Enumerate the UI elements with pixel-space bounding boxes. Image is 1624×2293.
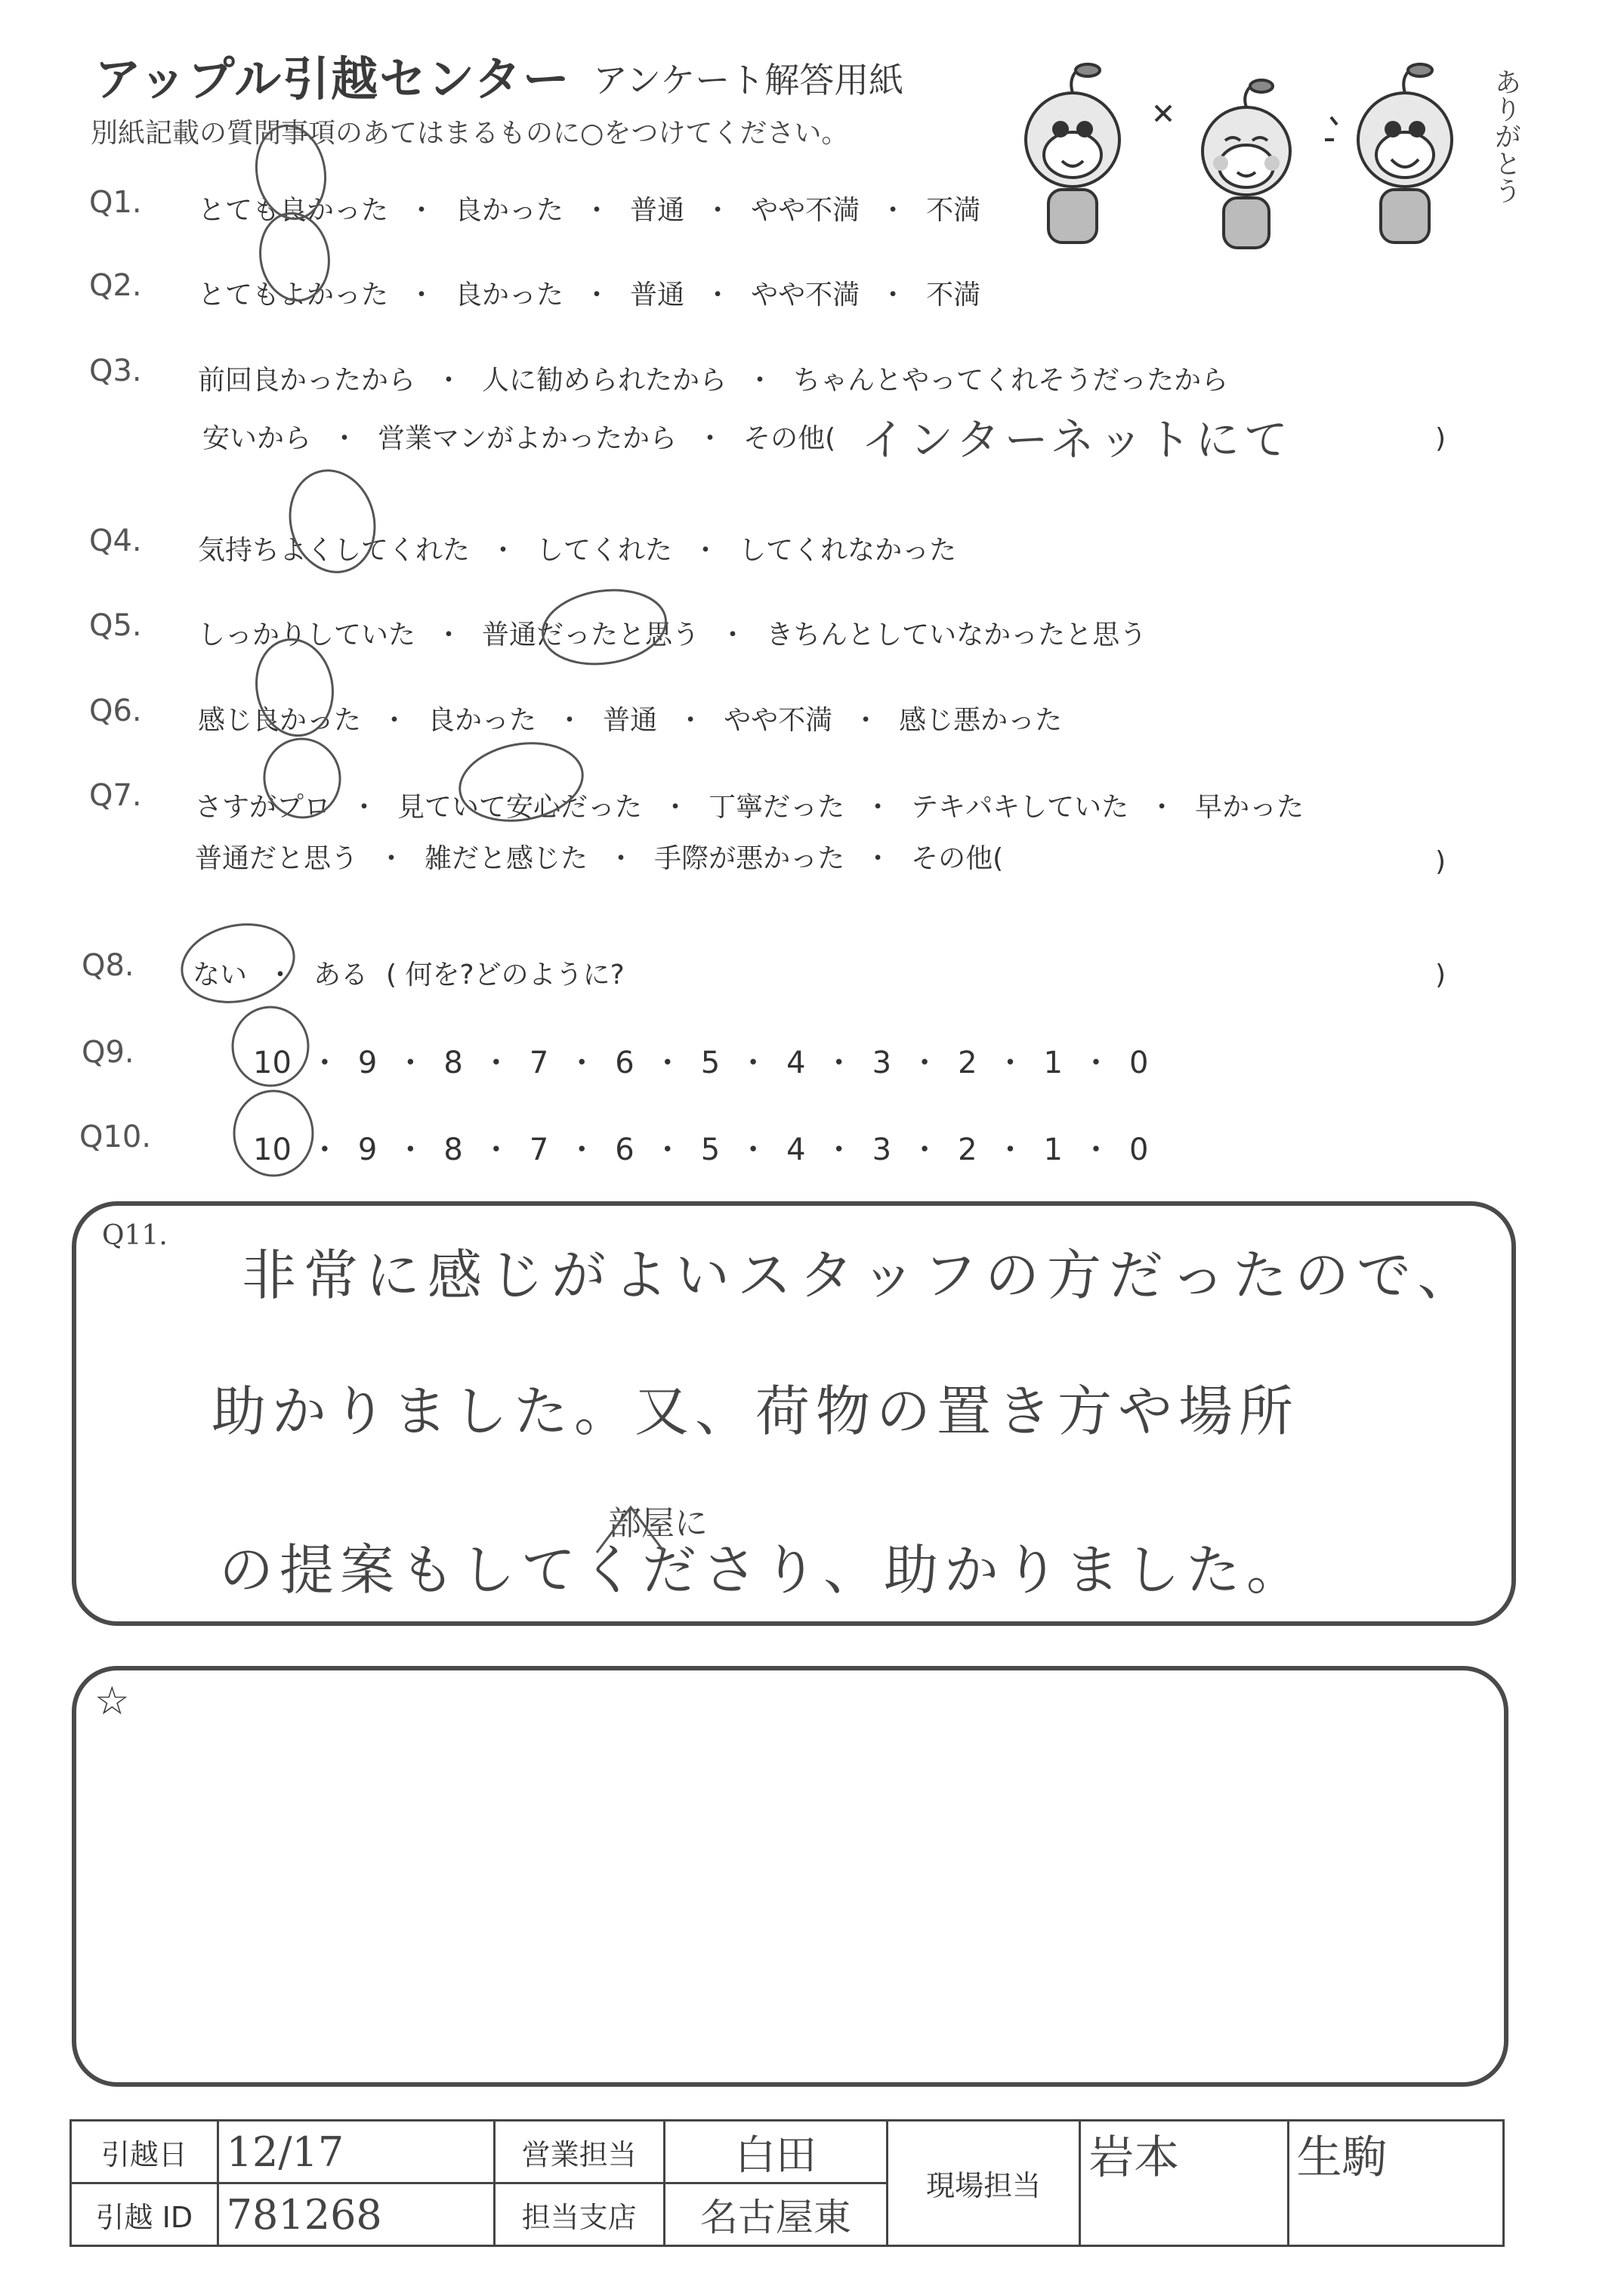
move-id-value[interactable]: 781268 — [218, 2183, 494, 2246]
q3-options-line1: 前回良かったから ・ 人に勧められたから ・ ちゃんとやってくれそうだったから — [198, 365, 1229, 396]
q2-option[interactable]: 不満 — [926, 280, 981, 311]
q10-score[interactable]: 7 — [529, 1133, 549, 1167]
instruction-text: 別紙記載の質問事項のあてはまるものに○をつけてください。 — [91, 118, 849, 149]
q10-score[interactable]: 5 — [700, 1133, 721, 1167]
q1-option[interactable]: 不満 — [926, 195, 981, 226]
q8-answer-circle — [174, 914, 301, 1012]
q8-detail: ( 何を?どのように? — [386, 960, 625, 990]
q9-score[interactable]: 0 — [1128, 1046, 1149, 1080]
q7-option[interactable]: 早かった — [1195, 792, 1304, 823]
q8-option[interactable]: ある — [313, 960, 369, 990]
q9-score[interactable]: 8 — [443, 1046, 463, 1080]
question-label: Q10. — [79, 1120, 152, 1154]
q9-answer-circle — [233, 1007, 308, 1086]
question-label: Q7. — [89, 778, 142, 813]
q8-options: ない ・ ある ( 何を?どのように? — [193, 960, 625, 990]
q10-score[interactable]: 6 — [615, 1133, 634, 1167]
q10-score[interactable]: 8 — [443, 1133, 463, 1167]
site-staff-label: 現場担当 — [888, 2121, 1080, 2246]
branch-value[interactable]: 名古屋東 — [664, 2183, 887, 2246]
page-subtitle: アンケート解答用紙 — [593, 60, 904, 100]
q10-answer-circle — [234, 1091, 313, 1176]
q9-score[interactable]: 10 — [253, 1046, 292, 1080]
q2-option[interactable]: やや不満 — [751, 280, 860, 311]
q5-answer-circle — [538, 583, 671, 672]
q6-option[interactable]: 感じ良かった — [198, 705, 362, 736]
q10-score[interactable]: 2 — [958, 1133, 977, 1167]
q3-option[interactable]: 安いから — [202, 423, 312, 454]
q9-score[interactable]: 5 — [700, 1046, 721, 1080]
q1-option[interactable]: 普通 — [630, 195, 685, 226]
q6-option[interactable]: 良かった — [428, 705, 537, 736]
q11-comment-line: 助かりました。又、荷物の置き方や場所 — [211, 1380, 1300, 1443]
sales-label: 営業担当 — [494, 2121, 664, 2183]
q3-option-other[interactable]: その他( — [743, 423, 836, 454]
q9-score[interactable]: 6 — [615, 1046, 634, 1080]
q7-option[interactable]: 丁寧だった — [709, 792, 845, 823]
q10-score[interactable]: 9 — [357, 1133, 378, 1167]
question-label: Q3. — [89, 354, 142, 388]
q1-options: とても良かった ・ 良かった ・ 普通 ・ やや不満 ・ 不満 — [198, 195, 981, 226]
q7-option[interactable]: さすがプロ — [195, 792, 332, 823]
q7-option[interactable]: 雑だと感じた — [425, 843, 588, 874]
q8-close-paren: ) — [1435, 960, 1446, 990]
sales-value[interactable]: 白田 — [664, 2121, 887, 2183]
q3-option[interactable]: 人に勧められたから — [482, 365, 727, 396]
q9-score[interactable]: 7 — [529, 1046, 549, 1080]
q11-comment-line: の提案もしてくださり、助かりました。 — [219, 1538, 1308, 1602]
q3-options-line2: 安いから ・ 営業マンがよかったから ・ その他( — [202, 423, 836, 454]
q1-option[interactable]: とても良かった — [198, 195, 389, 226]
q2-option[interactable]: とてもよかった — [198, 280, 389, 311]
q4-options: 気持ちよくしてくれた ・ してくれた ・ してくれなかった — [198, 535, 957, 566]
q9-score[interactable]: 4 — [786, 1046, 806, 1080]
q3-option[interactable]: 前回良かったから — [198, 365, 416, 396]
q4-option[interactable]: してくれなかった — [739, 535, 957, 566]
q10-score[interactable]: 0 — [1128, 1133, 1149, 1167]
q7-option[interactable]: テキパキしていた — [911, 792, 1129, 823]
question-label: Q4. — [89, 524, 142, 558]
q6-option[interactable]: やや不満 — [724, 705, 833, 736]
branch-label: 担当支店 — [494, 2183, 664, 2246]
q11-label: Q11. — [102, 1220, 168, 1251]
q4-answer-circle — [279, 461, 385, 582]
q7-option[interactable]: 普通だと思う — [195, 843, 359, 874]
q10-score[interactable]: 10 — [253, 1133, 292, 1167]
move-date-value[interactable]: 12/17 — [218, 2121, 494, 2183]
q3-close-paren: ) — [1435, 423, 1446, 454]
q10-score[interactable]: 4 — [786, 1133, 806, 1167]
q2-option[interactable]: 普通 — [630, 280, 685, 311]
footer-table — [69, 2119, 1505, 2247]
mascot-caption: ありがとう — [1490, 68, 1521, 204]
q7-option-other[interactable]: その他( — [911, 843, 1004, 874]
q5-option[interactable]: しっかりしていた — [198, 620, 416, 651]
question-label: Q8. — [82, 948, 134, 983]
q10-score[interactable]: 1 — [1043, 1133, 1063, 1167]
q7-answer-circle-1 — [258, 733, 347, 824]
q9-scale: 10 ・ 9 ・ 8 ・ 7 ・ 6 ・ 5 ・ 4 ・ 3 ・ 2 ・ 1 ・ 0 — [253, 1046, 1149, 1080]
q2-option[interactable]: 良かった — [455, 280, 564, 311]
q9-score[interactable]: 2 — [958, 1046, 977, 1080]
q9-score[interactable]: 9 — [357, 1046, 378, 1080]
q1-answer-circle — [249, 120, 332, 224]
q3-option[interactable]: ちゃんとやってくれそうだったから — [793, 365, 1229, 396]
q10-scale: 10 ・ 9 ・ 8 ・ 7 ・ 6 ・ 5 ・ 4 ・ 3 ・ 2 ・ 1 ・ 0 — [253, 1133, 1149, 1167]
question-label: Q6. — [89, 694, 142, 728]
q9-score[interactable]: 1 — [1043, 1046, 1063, 1080]
q5-options: しっかりしていた ・ 普通だったと思う ・ きちんとしていなかったと思う — [198, 620, 1147, 651]
q6-option[interactable]: 感じ悪かった — [899, 705, 1063, 736]
q2-options: とてもよかった ・ 良かった ・ 普通 ・ やや不満 ・ 不満 — [198, 280, 981, 311]
q10-score[interactable]: 3 — [872, 1133, 892, 1167]
site-staff-value[interactable]: 岩本 — [1080, 2121, 1288, 2246]
question-label: Q5. — [89, 608, 142, 643]
q5-option[interactable]: 普通だったと思う — [482, 620, 700, 651]
q6-option[interactable]: 普通 — [603, 705, 658, 736]
page-title: アップル引越センター — [94, 51, 571, 107]
q7-option[interactable]: 手際が悪かった — [654, 843, 845, 874]
q7-option[interactable]: 見ていて安心だった — [397, 792, 643, 823]
site-staff-value[interactable]: 生駒 — [1288, 2121, 1503, 2246]
q7-answer-circle-2 — [454, 734, 589, 830]
q11-insert-caret — [597, 1507, 665, 1553]
q5-option[interactable]: きちんとしていなかったと思う — [766, 620, 1147, 651]
q7-options-line2: 普通だと思う ・ 雑だと感じた ・ 手際が悪かった ・ その他( — [195, 843, 1004, 874]
q3-other-answer[interactable]: インターネットにて — [861, 414, 1292, 465]
question-label: Q9. — [82, 1035, 134, 1070]
question-label: Q2. — [89, 268, 142, 303]
q7-options-line1: さすがプロ ・ 見ていて安心だった ・ 丁寧だった ・ テキパキしていた ・ 早かった — [195, 792, 1304, 823]
move-date-label: 引越日 — [71, 2121, 218, 2183]
star-icon: ☆ — [94, 1679, 130, 1724]
q6-answer-circle — [249, 633, 341, 741]
q4-option[interactable]: してくれた — [536, 535, 673, 566]
q8-option[interactable]: ない — [193, 960, 248, 990]
q11-insert-text: 部屋に — [608, 1504, 708, 1543]
move-id-label: 引越 ID — [71, 2183, 218, 2246]
q3-option[interactable]: 営業マンがよかったから — [378, 423, 678, 454]
q1-option[interactable]: やや不満 — [751, 195, 860, 226]
q2-answer-circle — [254, 208, 336, 306]
q11-comment-line: 非常に感じがよいスタッフの方だったので、 — [242, 1244, 1480, 1307]
question-label: Q1. — [89, 185, 142, 220]
q6-options: 感じ良かった ・ 良かった ・ 普通 ・ やや不満 ・ 感じ悪かった — [198, 705, 1063, 736]
q7-close-paren: ) — [1435, 846, 1446, 877]
q1-option[interactable]: 良かった — [455, 195, 564, 226]
q4-option[interactable]: 気持ちよくしてくれた — [198, 535, 471, 566]
q9-score[interactable]: 3 — [872, 1046, 892, 1080]
